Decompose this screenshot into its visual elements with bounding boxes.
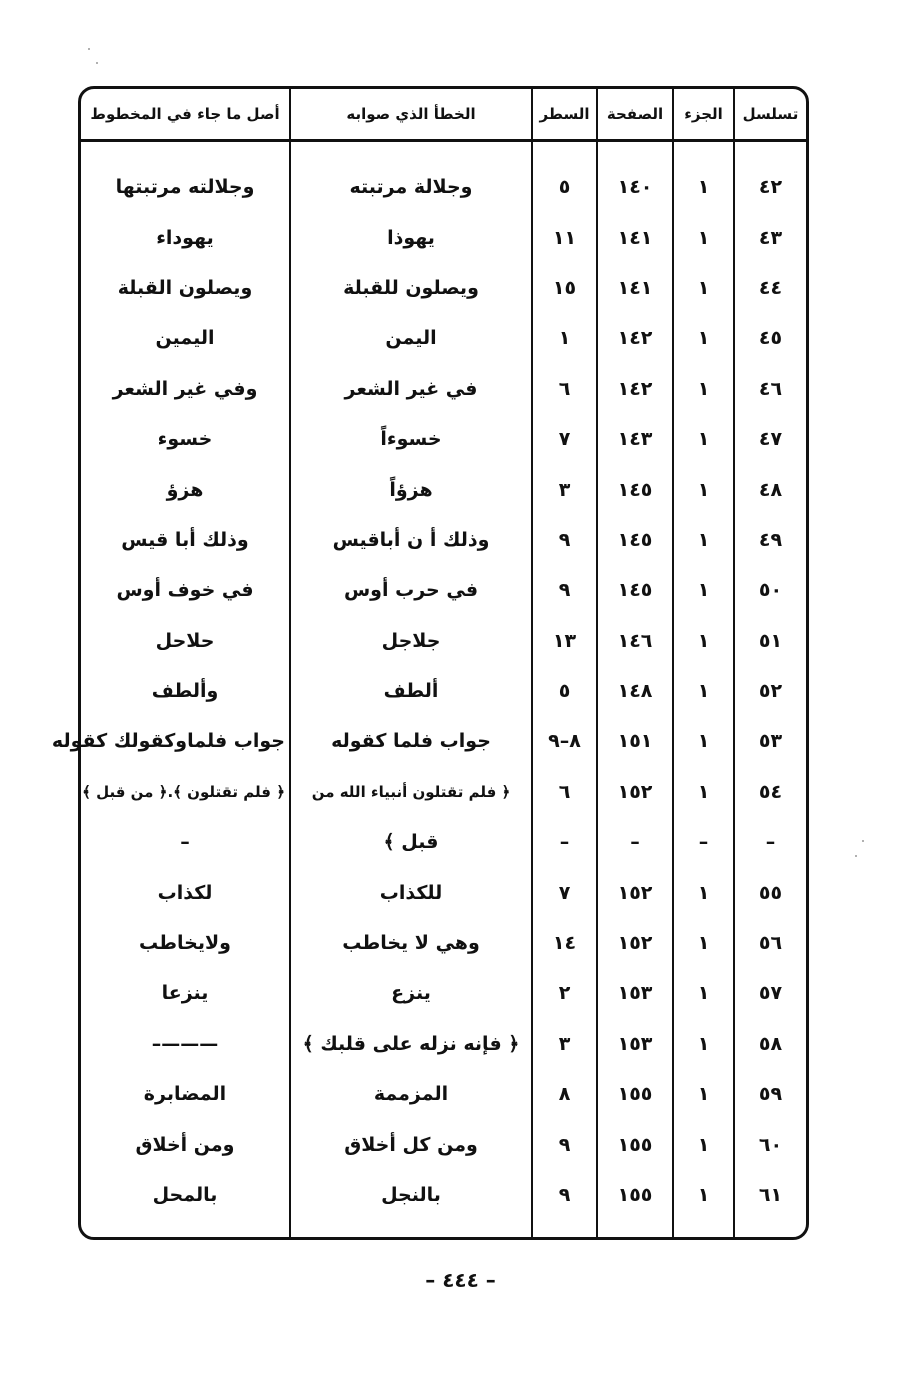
table-header-row (81, 89, 806, 141)
cell-correct: خسوءاً (290, 414, 532, 464)
cell-serial: ٤٣ (734, 212, 806, 262)
cell-part: ١ (673, 515, 734, 565)
cell-line: ٩ (532, 1170, 597, 1220)
cell-line: ١٤ (532, 918, 597, 968)
cell-correct: ويصلون للقبلة (290, 263, 532, 313)
cell-part: ١ (673, 1119, 734, 1169)
cell-part: ١ (673, 1069, 734, 1119)
cell-serial: ٤٨ (734, 464, 806, 514)
cell-serial: ٥٧ (734, 968, 806, 1018)
cell-part: ١ (673, 968, 734, 1018)
cell-part: ١ (673, 414, 734, 464)
cell-original: ومن أخلاق (135, 1133, 235, 1156)
cell-part: ١ (673, 565, 734, 615)
cell-line: ٦ (532, 364, 597, 414)
cell-line: ٢ (532, 968, 597, 1018)
cell-page: ١٤٠ (597, 162, 673, 212)
cell-original: ﴿ فلم تقتلون ﴾.﴿ من قبل ﴾ (82, 782, 285, 801)
cell-correct: هزؤاً (290, 464, 532, 514)
table-row (81, 918, 806, 968)
cell-line: ١ (532, 313, 597, 363)
cell-correct: ﴿ فلم تقتلون أنبياء الله من (290, 767, 532, 817)
cell-line: ٦ (532, 767, 597, 817)
header-correct: الخطأ الذي صوابه (290, 89, 532, 141)
cell-serial: ٦٠ (734, 1119, 806, 1169)
cell-serial: – (734, 817, 806, 867)
cell-line: ٧ (532, 414, 597, 464)
cell-serial: ٥٦ (734, 918, 806, 968)
cell-original: وجلالته مرتبتها (115, 176, 255, 199)
cell-page: ١٤٥ (597, 464, 673, 514)
cell-page: ١٤٥ (597, 515, 673, 565)
table-spacer-row (81, 141, 806, 163)
cell-part: ١ (673, 464, 734, 514)
cell-part: ١ (673, 767, 734, 817)
cell-page: ١٤٦ (597, 616, 673, 666)
cell-original: في خوف أوس (116, 579, 254, 602)
header-line: السطر (532, 89, 597, 141)
cell-original: وألطف (151, 680, 219, 703)
header-page: الصفحة (597, 89, 673, 141)
table-row (81, 867, 806, 917)
cell-original: المضابرة (143, 1083, 227, 1106)
cell-page: ١٤٢ (597, 364, 673, 414)
cell-correct: بالنجل (290, 1170, 532, 1220)
cell-correct: جواب فلما كقوله (290, 716, 532, 766)
table-spacer-row (81, 1220, 806, 1237)
cell-correct: يهوذا (290, 212, 532, 262)
cell-page: ١٤١ (597, 263, 673, 313)
cell-serial: ٤٥ (734, 313, 806, 363)
table-row (81, 1019, 806, 1069)
cell-serial: ٤٦ (734, 364, 806, 414)
table-row (81, 515, 806, 565)
cell-original: حلاحل (155, 629, 215, 652)
cell-line: ٣ (532, 464, 597, 514)
table-row (81, 565, 806, 615)
cell-part: ١ (673, 212, 734, 262)
cell-correct: ﴿ فإنه نزله على قلبك ﴾ (290, 1019, 532, 1069)
cell-correct: في حرب أوس (290, 565, 532, 615)
cell-page: ١٥٥ (597, 1069, 673, 1119)
scan-speck (855, 855, 857, 857)
cell-line: ١١ (532, 212, 597, 262)
cell-correct: ينزع (290, 968, 532, 1018)
cell-serial: ٥٣ (734, 716, 806, 766)
table-row (81, 414, 806, 464)
cell-serial: ٤٢ (734, 162, 806, 212)
table-row (81, 616, 806, 666)
cell-serial: ٥٢ (734, 666, 806, 716)
cell-line: ٨ (532, 1069, 597, 1119)
cell-line: – (532, 817, 597, 867)
cell-page: ١٥١ (597, 716, 673, 766)
cell-page: ١٥٥ (597, 1119, 673, 1169)
cell-serial: ٤٩ (734, 515, 806, 565)
cell-original: يهوداء (156, 226, 214, 249)
cell-serial: ٤٧ (734, 414, 806, 464)
cell-original: ———– (151, 1032, 219, 1055)
cell-original: – (180, 831, 190, 854)
cell-line: ٩ (532, 565, 597, 615)
cell-original: ينزعا (161, 982, 209, 1005)
cell-original: هزؤ (166, 478, 204, 501)
cell-serial: ٥٩ (734, 1069, 806, 1119)
table-row (81, 364, 806, 414)
cell-part: ١ (673, 263, 734, 313)
cell-serial: ٤٤ (734, 263, 806, 313)
cell-correct: وهي لا يخاطب (290, 918, 532, 968)
cell-page: ١٤٥ (597, 565, 673, 615)
cell-original: اليمين (155, 327, 215, 350)
cell-part: ١ (673, 616, 734, 666)
cell-part: ١ (673, 867, 734, 917)
table-row (81, 212, 806, 262)
cell-page: ١٤٨ (597, 666, 673, 716)
table-row (81, 666, 806, 716)
cell-part: ١ (673, 918, 734, 968)
cell-page: ١٤٣ (597, 414, 673, 464)
scan-speck (96, 62, 98, 64)
cell-part: ١ (673, 364, 734, 414)
table-body (51, 141, 806, 1238)
cell-correct: للكذاب (290, 867, 532, 917)
scan-speck (862, 840, 864, 842)
cell-line: ٣ (532, 1019, 597, 1069)
cell-serial: ٥٠ (734, 565, 806, 615)
table-row (81, 263, 806, 313)
cell-original: بالمحل (152, 1184, 218, 1206)
table-row (81, 162, 806, 212)
cell-page: ١٥٥ (597, 1170, 673, 1220)
cell-page: ١٥٢ (597, 918, 673, 968)
cell-original: ولايخاطب (139, 932, 231, 955)
cell-serial: ٦١ (734, 1170, 806, 1220)
cell-original: ويصلون القبلة (117, 276, 253, 299)
cell-part: ١ (673, 716, 734, 766)
cell-serial: ٥١ (734, 616, 806, 666)
cell-correct: المزممة (290, 1069, 532, 1119)
cell-line: ٥ (532, 162, 597, 212)
table-row (81, 817, 806, 867)
cell-correct: ومن كل أخلاق (290, 1119, 532, 1169)
cell-line: ١٣ (532, 616, 597, 666)
header-part: الجزء (673, 89, 734, 141)
cell-page: ١٤١ (597, 212, 673, 262)
table-row (81, 1170, 806, 1220)
cell-line: ٩ (532, 1119, 597, 1169)
cell-serial: ٥٤ (734, 767, 806, 817)
table-row (81, 313, 806, 363)
cell-correct: قبل ﴾ (290, 817, 532, 867)
cell-page: ١٤٢ (597, 313, 673, 363)
cell-line: ٨–٩ (532, 716, 597, 766)
header-original: أصل ما جاء في المخطوط (81, 89, 290, 141)
errata-table-frame (51, 86, 809, 1240)
header-serial: تسلسل (734, 89, 806, 141)
cell-part: ١ (673, 313, 734, 363)
cell-original: خسوء (157, 428, 213, 451)
cell-correct: وجلالة مرتبته (290, 162, 532, 212)
table-row (81, 968, 806, 1018)
cell-page: ١٥٢ (597, 767, 673, 817)
cell-correct: ألطف (290, 666, 532, 716)
cell-original: وذلك أبا قيس (121, 528, 249, 551)
cell-original: جواب فلماوكقولك كقوله (51, 730, 285, 753)
cell-original: لكذاب (157, 881, 213, 904)
table-row (81, 716, 806, 766)
cell-part: ١ (673, 1170, 734, 1220)
cell-serial: ٥٥ (734, 867, 806, 917)
cell-correct: اليمن (290, 313, 532, 363)
cell-page: ١٥٢ (597, 867, 673, 917)
scan-speck (88, 48, 90, 50)
cell-original: وفي غير الشعر (112, 377, 258, 400)
cell-part: ١ (673, 162, 734, 212)
cell-page: – (597, 817, 673, 867)
cell-part: ١ (673, 666, 734, 716)
cell-line: ٧ (532, 867, 597, 917)
cell-serial: ٥٨ (734, 1019, 806, 1069)
cell-correct: وذلك أ ن أباقيس (290, 515, 532, 565)
table-row (81, 464, 806, 514)
table-row (81, 1119, 806, 1169)
cell-correct: جلاجل (290, 616, 532, 666)
cell-page: ١٥٣ (597, 968, 673, 1018)
table-row (81, 767, 806, 817)
page-number: – ٤٤٤ – (425, 1268, 496, 1292)
cell-line: ٩ (532, 515, 597, 565)
cell-part: – (673, 817, 734, 867)
cell-line: ١٥ (532, 263, 597, 313)
cell-line: ٥ (532, 666, 597, 716)
errata-table (51, 89, 806, 1237)
cell-part: ١ (673, 1019, 734, 1069)
cell-correct: في غير الشعر (290, 364, 532, 414)
cell-page: ١٥٣ (597, 1019, 673, 1069)
table-row (81, 1069, 806, 1119)
